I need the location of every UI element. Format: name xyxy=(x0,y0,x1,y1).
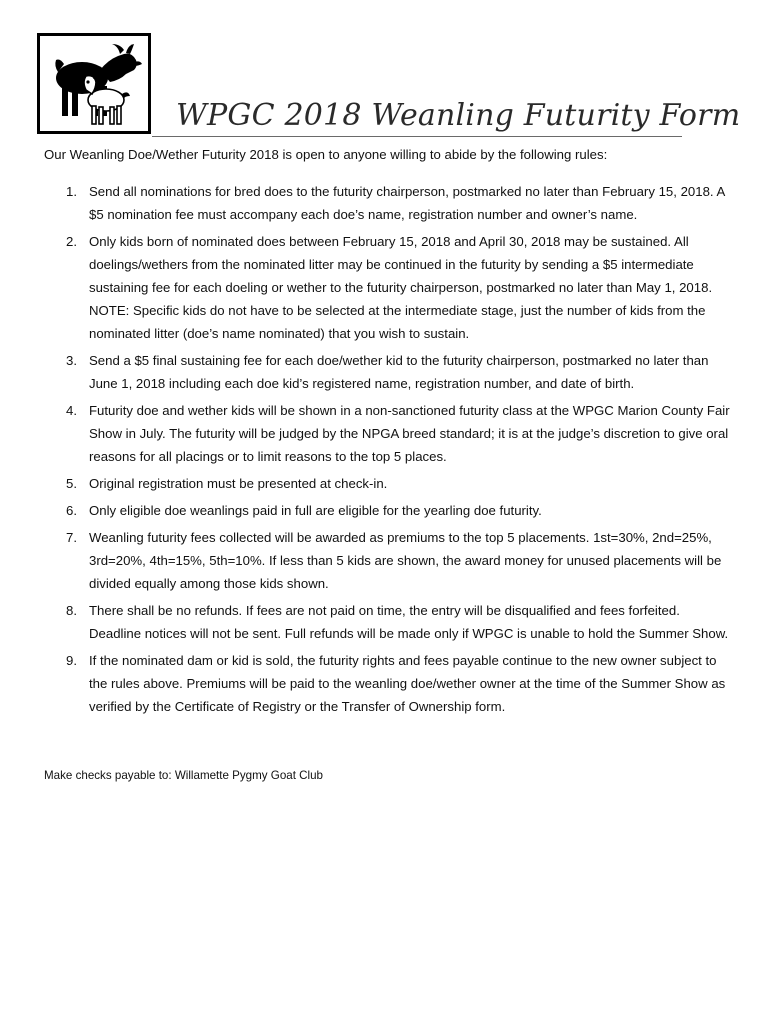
rule-item xyxy=(44,472,734,495)
rule-text: Futurity doe and wether kids will be shown in a non-sanctioned futurity class at the WPGC Marion County Fair Show in July. The futurity will be judged by the NPGA breed standard; it is at the judge’s discretion to give oral reasons for all placings or to limit reasons to the top 5 places. xyxy=(89,403,730,464)
rule-text: Send a $5 final sustaining fee for each doe/wether kid to the futurity chairperson, postmarked no later than June 1, 2018 including each doe kid’s registered name, registration number, and date of birth. xyxy=(89,353,709,391)
payable-note: Make checks payable to: Willamette Pygmy Goat Club xyxy=(44,769,324,782)
rule-number: 9. xyxy=(66,653,77,668)
rule-number: 2. xyxy=(66,234,77,249)
rule-item xyxy=(44,180,734,226)
rule-number: 3. xyxy=(66,353,77,368)
rule-number: 7. xyxy=(66,530,77,545)
rule-item xyxy=(44,599,734,645)
rule-item xyxy=(44,499,734,522)
rules-list xyxy=(44,180,734,722)
rule-text: Weanling futurity fees collected will be awarded as premiums to the top 5 placements. 1st=30%, 2nd=25%, 3rd=20%, 4th=15%, 5th=10%. If less than 5 kids are shown, the award money for unused placements will be divided equally among those kids shown. xyxy=(89,530,722,591)
rule-number: 5. xyxy=(66,476,77,491)
rule-number: 1. xyxy=(66,184,77,199)
intro-text: Our Weanling Doe/Wether Futurity 2018 is open to anyone willing to abide by the following rules: xyxy=(44,147,608,162)
page-title: WPGC 2018 Weanling Futurity Form xyxy=(176,98,741,133)
rule-item xyxy=(44,526,734,595)
rule-item xyxy=(44,230,734,345)
goat-logo-icon xyxy=(40,36,148,131)
logo xyxy=(37,33,151,134)
rule-item xyxy=(44,649,734,718)
rule-number: 8. xyxy=(66,603,77,618)
rule-text: Original registration must be presented at check-in. xyxy=(89,476,388,491)
rule-text: Only kids born of nominated does between February 15, 2018 and April 30, 2018 may be sustained. All doelings/wethers from the nominated litter may be continued in the futurity by sending a $5 intermediate sustaining fee for each doeling or wether to the futurity chairperson, postmarked no later than May 1, 2018. NOTE: Specific kids do not have to be selected at the intermediate stage, just the number of kids from the nominated litter (doe’s name nominated) that you wish to sustain. xyxy=(89,234,713,341)
rule-number: 6. xyxy=(66,503,77,518)
rule-text: Send all nominations for bred does to the futurity chairperson, postmarked no later than February 15, 2018. A $5 nomination fee must accompany each doe’s name, registration number and owner’s name. xyxy=(89,184,725,222)
rule-number: 4. xyxy=(66,403,77,418)
rule-text: If the nominated dam or kid is sold, the futurity rights and fees payable continue to the new owner subject to the rules above. Premiums will be paid to the weanling doe/wether owner at the time of the Summer Show as verified by the Certificate of Registry or the Transfer of Ownership form. xyxy=(89,653,726,714)
rule-text: Only eligible doe weanlings paid in full are eligible for the yearling doe futurity. xyxy=(89,503,542,518)
rule-text: There shall be no refunds. If fees are not paid on time, the entry will be disqualified and fees forfeited. Deadline notices will not be sent. Full refunds will be made only if WPGC is unable to hold the Summer Show. xyxy=(89,603,729,641)
rule-item xyxy=(44,399,734,468)
title-underline xyxy=(152,136,682,137)
rule-item xyxy=(44,349,734,395)
